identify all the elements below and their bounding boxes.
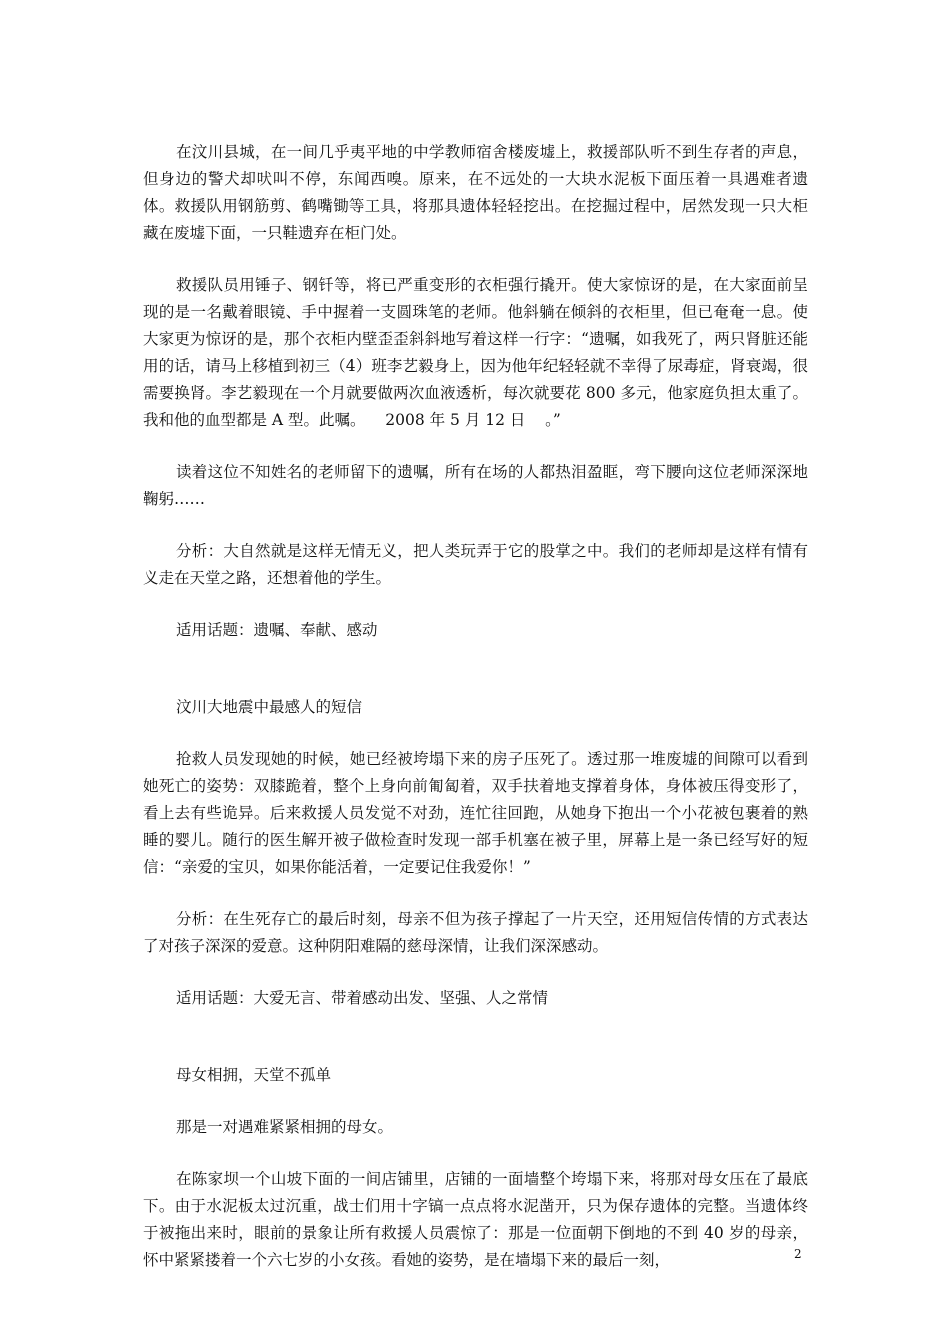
- paragraph-spacer: [143, 513, 808, 538]
- paragraph-analysis-2: 分析：在生死存亡的最后时刻，母亲不但为孩子撑起了一片天空，还用短信传情的方式表达了对孩子深深的爱意。这种阴阳难隔的慈母深情，让我们深深感动。: [143, 910, 808, 955]
- paragraph-spacer: [143, 1141, 808, 1166]
- paragraph-spacer: [143, 592, 808, 617]
- paragraph-mother-daughter-story: 在陈家坝一个山坡下面的一间店铺里，店铺的一面墙整个垮塌下来，将那对母女压在了最底下。由于水泥板太过沉重，战士们用十字镐一点点将水泥凿开，只为保存遗体的完整。当遗体终于被拖出来时，眼前的景象让所有救援人员震惊了：那是一位面朝下倒地的不到 40 岁的母亲，怀中紧紧搂着一个六七岁的小女孩。看她的姿势，是在墙塌下来的最后一刻，: [143, 1170, 808, 1269]
- paragraph-mother-sms: 抢救人员发现她的时候，她已经被垮塌下来的房子压死了。透过那一堆废墟的间隙可以看到她死亡的姿势：双膝跪着，整个上身向前匍匐着，双手扶着地支撑着身体，身体被压得变形了，看上去有些诡异。后来救援人员发觉不对劲，连忙往回跑，从她身下抱出一个小花被包裹着的熟睡的婴儿。随行的医生解开被子做检查时发现一部手机塞在被子里，屏幕上是一条已经写好的短信：“亲爱的宝贝，如果你能活着，一定要记住我爱你！”: [143, 750, 808, 876]
- paragraph-analysis-1: 分析：大自然就是这样无情无义，把人类玩弄于它的股掌之中。我们的老师却是这样有情有义走在天堂之路，还想着他的学生。: [143, 542, 808, 587]
- paragraph-teacher-found: 在汶川县城，在一间几乎夷平地的中学教师宿舍楼废墟上，救援部队听不到生存者的声息，但身边的警犬却吠叫不停，东闻西嗅。原来，在不远处的一大块水泥板下面压着一具遇难者遗体。救援队用钢筋剪、鹤嘴锄等工具，将那具遗体轻轻挖出。在挖掘过程中，居然发现一只大柜藏在废墟下面，一只鞋遗弃在柜门处。: [143, 143, 808, 242]
- paragraph-spacer: [143, 960, 808, 985]
- paragraph-teacher-will: 救援队员用锤子、钢钎等，将已严重变形的衣柜强行撬开。使大家惊讶的是，在大家面前呈现的是一名戴着眼镜、手中握着一支圆珠笔的老师。他斜躺在倾斜的衣柜里，但已奄奄一息。使大家更为惊讶的是，那个衣柜内壁歪歪斜斜地写着这样一行字：“遗嘱，如我死了，两只肾脏还能用的话，请马上移植到初三（4）班李艺毅身上，因为他年纪轻轻就不幸得了尿毒症，肾衰竭，很需要换肾。李艺毅现在一个月就要做两次血液透析，每次就要花 800 多元，他家庭负担太重了。我和他的血型都是 A 型。此嘱。 2008 年 5 月 12 日 。”: [143, 276, 808, 429]
- paragraph-spacer: [143, 1089, 808, 1114]
- paragraph-spacer: [143, 247, 808, 272]
- paragraph-spacer: [143, 721, 808, 746]
- paragraph-spacer: [143, 881, 808, 906]
- section-heading-sms: 汶川大地震中最感人的短信: [176, 698, 363, 716]
- section-heading-mother-daughter: 母女相拥，天堂不孤单: [176, 1066, 332, 1084]
- paragraph-topics-2: 适用话题：大爱无言、带着感动出发、坚强、人之常情: [176, 989, 549, 1007]
- document-body: [143, 139, 808, 1274]
- paragraph-mother-daughter-intro: 那是一对遇难紧紧相拥的母女。: [176, 1118, 394, 1136]
- paragraph-topics-1: 适用话题：遗嘱、奉献、感动: [176, 621, 378, 639]
- section-spacer: [143, 644, 808, 694]
- page-number: 2: [794, 1247, 802, 1261]
- paragraph-teacher-bow: 读着这位不知姓名的老师留下的遗嘱，所有在场的人都热泪盈眶，弯下腰向这位老师深深地鞠躬……: [143, 463, 808, 508]
- section-spacer: [143, 1012, 808, 1062]
- paragraph-spacer: [143, 434, 808, 459]
